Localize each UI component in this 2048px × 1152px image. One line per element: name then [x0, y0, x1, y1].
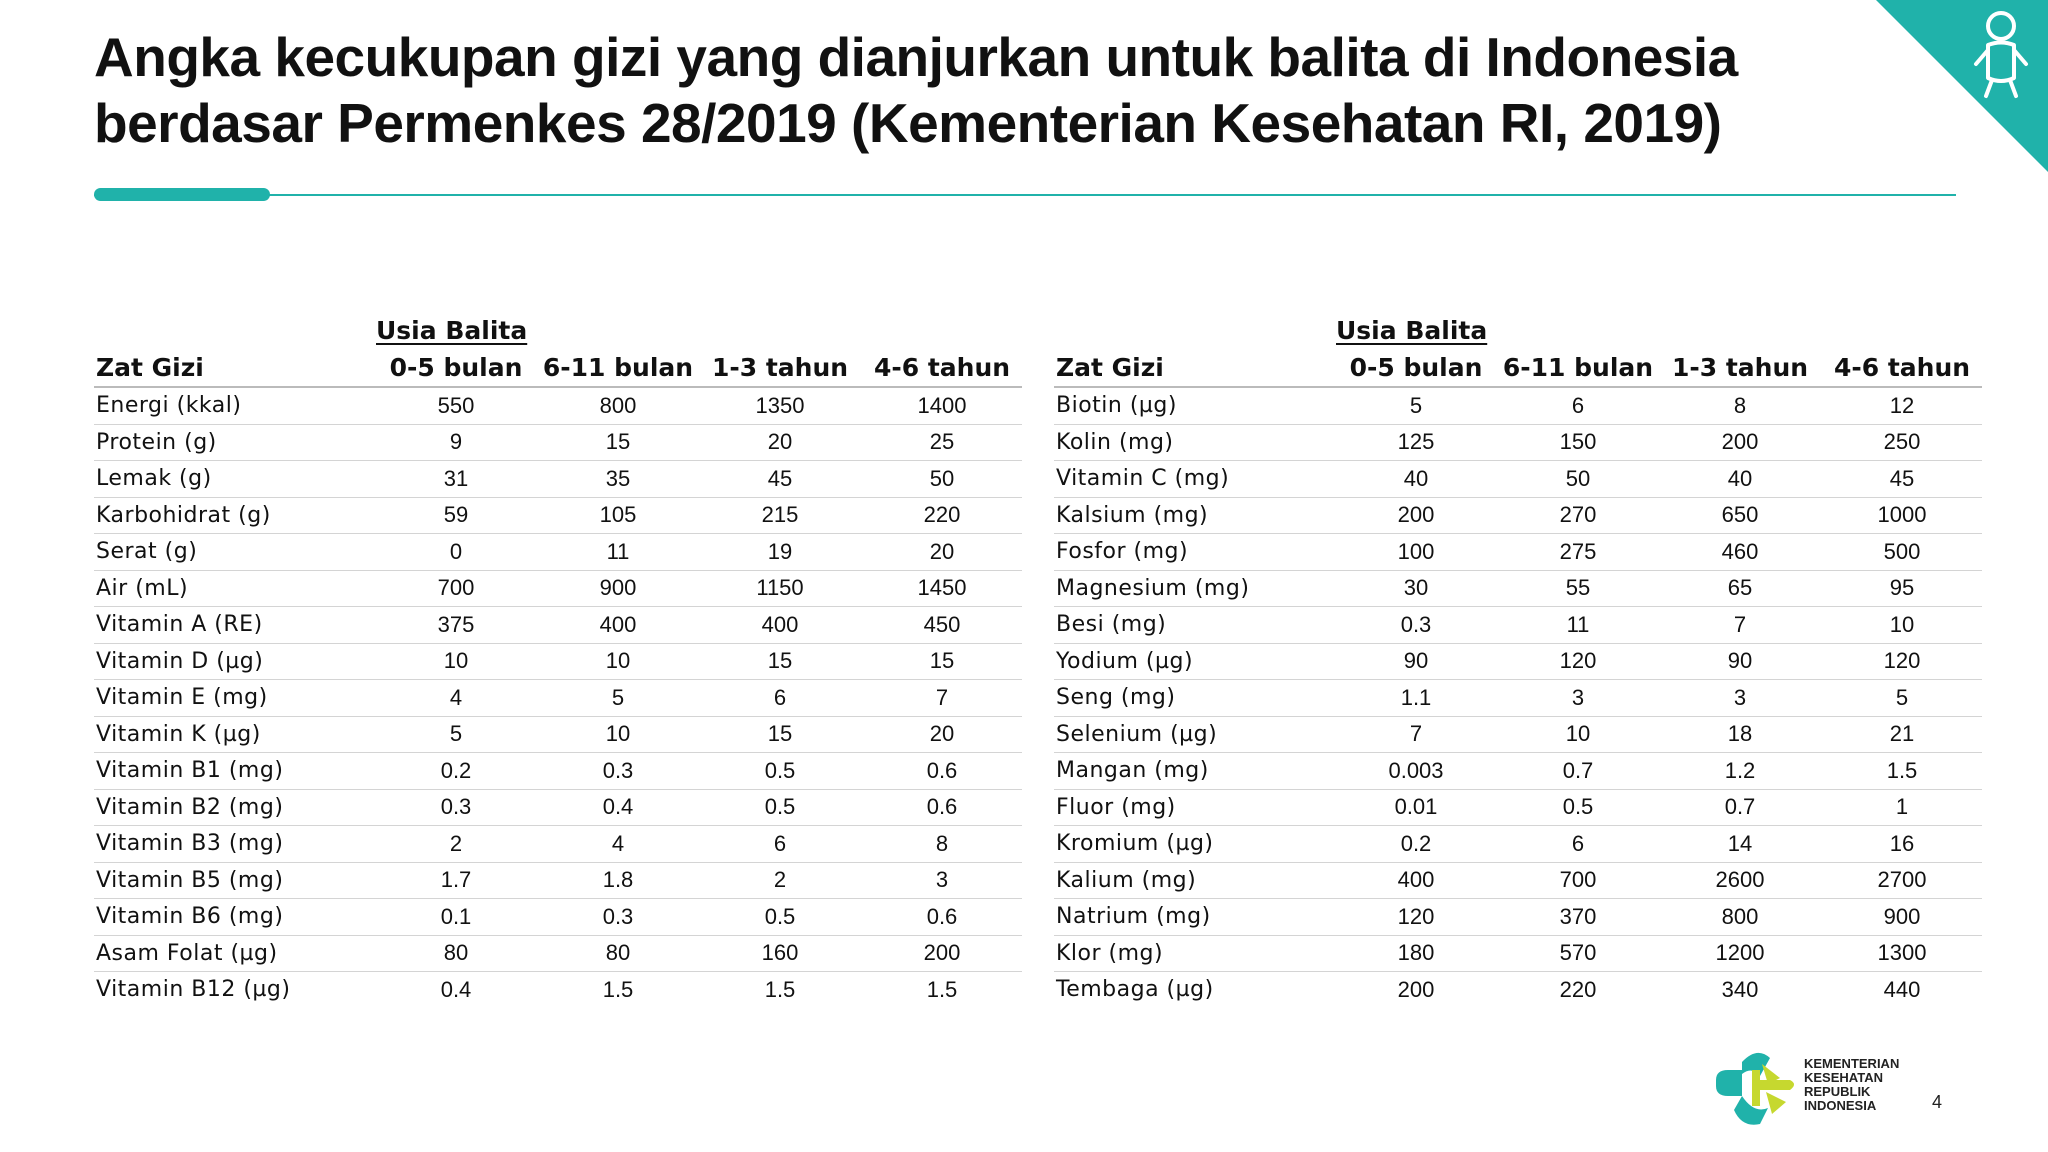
- table-row: [1054, 899, 1982, 936]
- table-row: [94, 899, 1022, 936]
- value-cell: 20: [698, 424, 860, 461]
- value-cell: 1.8: [536, 862, 698, 899]
- value-cell: 1400: [860, 387, 1022, 424]
- table-row: [1054, 680, 1982, 717]
- value-cell: 1: [1820, 789, 1982, 826]
- value-cell: 0.7: [1496, 753, 1658, 790]
- value-cell: 450: [860, 607, 1022, 644]
- table-row: [94, 461, 1022, 498]
- nutrient-name-cell: Vitamin D (µg): [94, 643, 374, 680]
- value-cell: 45: [1820, 461, 1982, 498]
- value-cell: 0.5: [698, 753, 860, 790]
- value-cell: 5: [1334, 387, 1496, 424]
- table-row: [1054, 826, 1982, 863]
- kemenkes-logo-icon: [1712, 1044, 1802, 1126]
- table-row: [1054, 643, 1982, 680]
- nutrient-name-cell: Kalsium (mg): [1054, 497, 1334, 534]
- column-header-age: 6-11 bulan: [536, 348, 698, 387]
- nutrient-name-cell: Vitamin B1 (mg): [94, 753, 374, 790]
- value-cell: 180: [1334, 935, 1496, 972]
- value-cell: 0.2: [1334, 826, 1496, 863]
- column-header-nutrient: Zat Gizi: [94, 348, 374, 387]
- nutrient-name-cell: Protein (g): [94, 424, 374, 461]
- value-cell: 0.3: [1334, 607, 1496, 644]
- value-cell: 105: [536, 497, 698, 534]
- nutrient-name-cell: Fosfor (mg): [1054, 534, 1334, 571]
- value-cell: 1300: [1820, 935, 1982, 972]
- value-cell: 5: [1820, 680, 1982, 717]
- value-cell: 500: [1820, 534, 1982, 571]
- value-cell: 10: [374, 643, 536, 680]
- value-cell: 650: [1658, 497, 1820, 534]
- table-row: [1054, 570, 1982, 607]
- value-cell: 20: [860, 534, 1022, 571]
- table-row: [1054, 753, 1982, 790]
- value-cell: 0.003: [1334, 753, 1496, 790]
- nutrient-name-cell: Vitamin B6 (mg): [94, 899, 374, 936]
- value-cell: 11: [536, 534, 698, 571]
- value-cell: 15: [860, 643, 1022, 680]
- value-cell: 400: [536, 607, 698, 644]
- value-cell: 15: [698, 643, 860, 680]
- value-cell: 700: [1496, 862, 1658, 899]
- value-cell: 270: [1496, 497, 1658, 534]
- value-cell: 700: [374, 570, 536, 607]
- value-cell: 8: [860, 826, 1022, 863]
- value-cell: 100: [1334, 534, 1496, 571]
- value-cell: 10: [1496, 716, 1658, 753]
- value-cell: 20: [860, 716, 1022, 753]
- nutrient-name-cell: Vitamin B5 (mg): [94, 862, 374, 899]
- column-header-age: 4-6 tahun: [860, 348, 1022, 387]
- title-line-2: berdasar Permenkes 28/2019 (Kementerian Kesehatan RI, 2019): [94, 92, 1722, 154]
- nutrient-table: [1054, 348, 1982, 1008]
- table-header-row: [1054, 348, 1982, 387]
- nutrient-name-cell: Kalium (mg): [1054, 862, 1334, 899]
- table-row: [94, 680, 1022, 717]
- value-cell: 1000: [1820, 497, 1982, 534]
- value-cell: 7: [1658, 607, 1820, 644]
- value-cell: 1.5: [602, 976, 634, 1002]
- nutrient-name-cell: Yodium (µg): [1054, 643, 1334, 680]
- column-header-age: 1-3 tahun: [698, 348, 860, 387]
- value-cell: 15: [698, 716, 860, 753]
- value-cell: 15: [536, 424, 698, 461]
- nutrient-name-cell: Vitamin B3 (mg): [94, 826, 374, 863]
- value-cell: 220: [860, 497, 1022, 534]
- value-cell: 0: [374, 534, 536, 571]
- value-cell: 0.6: [860, 899, 1022, 936]
- column-header-age: 0-5 bulan: [1334, 348, 1496, 387]
- value-cell: 1200: [1658, 935, 1820, 972]
- value-cell: 0.5: [698, 789, 860, 826]
- value-cell: 18: [1658, 716, 1820, 753]
- value-cell: 0.5: [1496, 789, 1658, 826]
- value-cell: 90: [1334, 643, 1496, 680]
- value-cell: 120: [1820, 643, 1982, 680]
- value-cell: 3: [1658, 680, 1820, 717]
- value-cell: 570: [1496, 935, 1658, 972]
- nutrient-name-cell: Vitamin E (mg): [94, 680, 374, 717]
- value-cell: 1.5: [1820, 753, 1982, 790]
- value-cell: 6: [1496, 826, 1658, 863]
- value-cell: 0.1: [374, 899, 536, 936]
- value-cell: 1350: [698, 387, 860, 424]
- nutrient-name-cell: Mangan (mg): [1054, 753, 1334, 790]
- value-cell: 55: [1496, 570, 1658, 607]
- column-header-nutrient: Zat Gizi: [1054, 348, 1334, 387]
- value-cell: 5: [374, 716, 536, 753]
- value-cell: 35: [536, 461, 698, 498]
- value-cell: 10: [536, 716, 698, 753]
- value-cell: 120: [1496, 643, 1658, 680]
- value-cell: 200: [1334, 497, 1496, 534]
- value-cell: 1.5: [764, 976, 796, 1002]
- value-cell: 6: [698, 680, 860, 717]
- value-cell: 90: [1658, 643, 1820, 680]
- age-group-label: Usia Balita: [376, 316, 528, 345]
- table-row: [94, 972, 1022, 1008]
- nutrient-table-left: [94, 312, 1022, 1008]
- value-cell: 200: [1397, 976, 1435, 1002]
- page-number: 4: [1932, 1092, 1943, 1112]
- table-header-row: [94, 348, 1022, 387]
- nutrient-name-cell: Vitamin C (mg): [1054, 461, 1334, 498]
- value-cell: 220: [1559, 976, 1597, 1002]
- table-row: [94, 424, 1022, 461]
- value-cell: 45: [698, 461, 860, 498]
- value-cell: 250: [1820, 424, 1982, 461]
- nutrient-name-cell: Vitamin B2 (mg): [94, 789, 374, 826]
- value-cell: 120: [1334, 899, 1496, 936]
- value-cell: 7: [860, 680, 1022, 717]
- value-cell: 125: [1334, 424, 1496, 461]
- value-cell: 460: [1658, 534, 1820, 571]
- nutrient-name-cell: Biotin (µg): [1054, 387, 1334, 424]
- value-cell: 200: [1658, 424, 1820, 461]
- value-cell: 8: [1658, 387, 1820, 424]
- value-cell: 400: [698, 607, 860, 644]
- table-row: [1054, 935, 1982, 972]
- value-cell: 1.5: [926, 976, 958, 1002]
- value-cell: 50: [1496, 461, 1658, 498]
- value-cell: 2600: [1658, 862, 1820, 899]
- value-cell: 1.1: [1334, 680, 1496, 717]
- value-cell: 50: [860, 461, 1022, 498]
- table-row: [1054, 424, 1982, 461]
- value-cell: 1.7: [374, 862, 536, 899]
- value-cell: 10: [536, 643, 698, 680]
- nutrient-name-cell: Besi (mg): [1054, 607, 1334, 644]
- nutrient-name-cell: Natrium (mg): [1054, 899, 1334, 936]
- table-row: [1054, 497, 1982, 534]
- ministry-logo-text: KEMENTERIAN KESEHATAN REPUBLIK INDONESIA: [1804, 1056, 1900, 1113]
- value-cell: 0.2: [374, 753, 536, 790]
- table-row: [1054, 607, 1982, 644]
- table-row: [1054, 534, 1982, 571]
- value-cell: 800: [1658, 899, 1820, 936]
- value-cell: 0.3: [536, 899, 698, 936]
- value-cell: 6: [1496, 387, 1658, 424]
- value-cell: 14: [1658, 826, 1820, 863]
- value-cell: 6: [698, 826, 860, 863]
- value-cell: 0.5: [698, 899, 860, 936]
- value-cell: 7: [1334, 716, 1496, 753]
- nutrient-name-cell: Serat (g): [94, 534, 374, 571]
- value-cell: 0.6: [860, 753, 1022, 790]
- value-cell: 16: [1820, 826, 1982, 863]
- title-line-1: Angka kecukupan gizi yang dianjurkan untuk balita di Indonesia: [94, 26, 1738, 88]
- age-group-label: Usia Balita: [1336, 316, 1488, 345]
- table-row: [1054, 862, 1982, 899]
- corner-baby-badge: [1876, 0, 2048, 172]
- value-cell: 25: [860, 424, 1022, 461]
- table-row: [94, 862, 1022, 899]
- nutrient-table: [94, 348, 1022, 1008]
- table-row: [1054, 716, 1982, 753]
- value-cell: 10: [1820, 607, 1982, 644]
- table-row: [94, 387, 1022, 424]
- column-header-age: 0-5 bulan: [374, 348, 536, 387]
- value-cell: 0.7: [1658, 789, 1820, 826]
- value-cell: 2: [374, 826, 536, 863]
- nutrient-name-cell: Air (mL): [94, 570, 374, 607]
- nutrient-name-cell: Fluor (mg): [1054, 789, 1334, 826]
- value-cell: 2: [698, 862, 860, 899]
- nutrient-name-cell: Klor (mg): [1054, 935, 1334, 972]
- value-cell: 3: [1496, 680, 1658, 717]
- table-row: [94, 753, 1022, 790]
- value-cell: 160: [698, 935, 860, 972]
- table-row: [94, 570, 1022, 607]
- value-cell: 375: [374, 607, 536, 644]
- value-cell: 40: [1658, 461, 1820, 498]
- title-divider: [94, 194, 1956, 196]
- value-cell: 440: [1883, 976, 1921, 1002]
- table-row: [1054, 387, 1982, 424]
- value-cell: 12: [1820, 387, 1982, 424]
- column-header-age: 1-3 tahun: [1658, 348, 1820, 387]
- value-cell: 80: [536, 935, 698, 972]
- nutrient-name-cell: Kromium (µg): [1054, 826, 1334, 863]
- value-cell: 59: [374, 497, 536, 534]
- value-cell: 340: [1721, 976, 1759, 1002]
- value-cell: 1150: [698, 570, 860, 607]
- value-cell: 0.4: [536, 789, 698, 826]
- nutrient-table-right: [1054, 312, 1982, 1008]
- page-title: [94, 24, 1844, 156]
- nutrient-name-cell: Magnesium (mg): [1054, 570, 1334, 607]
- value-cell: 0.3: [536, 753, 698, 790]
- value-cell: 215: [698, 497, 860, 534]
- value-cell: 275: [1496, 534, 1658, 571]
- table-row: [94, 935, 1022, 972]
- nutrient-name-cell: Kolin (mg): [1054, 424, 1334, 461]
- value-cell: 0.3: [374, 789, 536, 826]
- nutrient-name-cell: Tembaga (µg): [1056, 977, 1214, 1003]
- table-row: [94, 789, 1022, 826]
- value-cell: 900: [1820, 899, 1982, 936]
- table-row: [1054, 789, 1982, 826]
- value-cell: 9: [374, 424, 536, 461]
- value-cell: 2700: [1820, 862, 1982, 899]
- column-header-age: 6-11 bulan: [1496, 348, 1658, 387]
- table-row: [94, 826, 1022, 863]
- value-cell: 4: [536, 826, 698, 863]
- nutrient-name-cell: Vitamin K (µg): [94, 716, 374, 753]
- nutrient-name-cell: Selenium (µg): [1054, 716, 1334, 753]
- nutrient-name-cell: Asam Folat (µg): [94, 935, 374, 972]
- nutrient-name-cell: Karbohidrat (g): [94, 497, 374, 534]
- table-row: [94, 534, 1022, 571]
- table-row: [94, 497, 1022, 534]
- value-cell: 40: [1334, 461, 1496, 498]
- value-cell: 0.6: [860, 789, 1022, 826]
- value-cell: 21: [1820, 716, 1982, 753]
- value-cell: 200: [860, 935, 1022, 972]
- title-accent-bar: [94, 188, 270, 201]
- value-cell: 800: [536, 387, 698, 424]
- nutrient-name-cell: Lemak (g): [94, 461, 374, 498]
- value-cell: 900: [536, 570, 698, 607]
- value-cell: 550: [374, 387, 536, 424]
- value-cell: 400: [1334, 862, 1496, 899]
- value-cell: 80: [374, 935, 536, 972]
- table-row: [1054, 461, 1982, 498]
- column-header-age: 4-6 tahun: [1820, 348, 1982, 387]
- value-cell: 370: [1496, 899, 1658, 936]
- value-cell: 31: [374, 461, 536, 498]
- value-cell: 19: [698, 534, 860, 571]
- value-cell: 1.2: [1658, 753, 1820, 790]
- value-cell: 0.01: [1334, 789, 1496, 826]
- value-cell: 150: [1496, 424, 1658, 461]
- value-cell: 3: [860, 862, 1022, 899]
- nutrient-name-cell: Vitamin A (RE): [94, 607, 374, 644]
- value-cell: 5: [536, 680, 698, 717]
- value-cell: 95: [1820, 570, 1982, 607]
- value-cell: 1450: [860, 570, 1022, 607]
- value-cell: 65: [1658, 570, 1820, 607]
- table-row: [1054, 972, 1982, 1008]
- value-cell: 4: [374, 680, 536, 717]
- value-cell: 0.4: [440, 976, 472, 1002]
- table-row: [94, 643, 1022, 680]
- table-row: [94, 607, 1022, 644]
- nutrient-name-cell: Vitamin B12 (µg): [96, 977, 291, 1003]
- nutrient-name-cell: Energi (kkal): [94, 387, 374, 424]
- value-cell: 30: [1334, 570, 1496, 607]
- table-row: [94, 716, 1022, 753]
- value-cell: 11: [1496, 607, 1658, 644]
- nutrient-name-cell: Seng (mg): [1054, 680, 1334, 717]
